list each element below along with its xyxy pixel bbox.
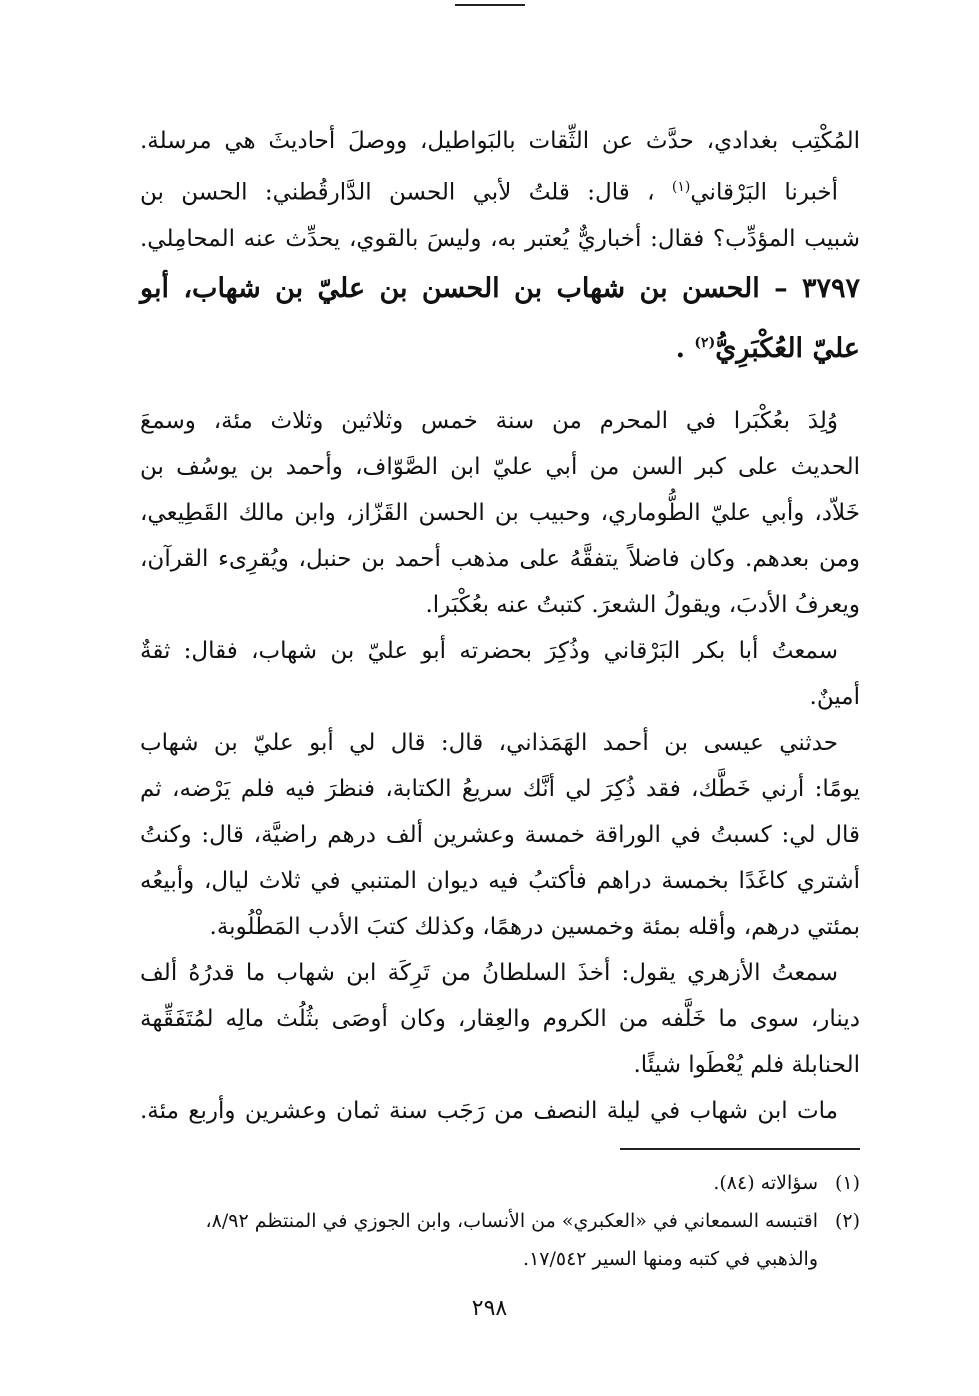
footnote-text: سؤالاته (٨٤). xyxy=(713,1171,818,1194)
body-line: ويعرفُ الأدبَ، ويقولُ الشعرَ. كتبتُ عنه بعُكْبَرا. xyxy=(425,591,860,618)
text-line-1: المُكْتِب بغدادي، حدَّث عن الثِّقات بالبَواطيل، ووصلَ أحاديثَ هي مرسلة. xyxy=(140,128,860,154)
body-line: خَلاّد، وأبي عليّ الطُّوماري، وحبيب بن الحسن القَزّاز، وابن مالك القَطِيعي، xyxy=(140,499,860,526)
body-line: أشتري كاغَدًا بخمسة دراهم فأكتبُ فيه ديوان المتنبي في ثلاث ليال، وأبيعُه xyxy=(140,867,860,894)
body-line: أمينٌ. xyxy=(809,683,860,710)
entry-heading-name: عليّ العُكْبَرِيُّ xyxy=(715,332,860,364)
entry-heading-continued xyxy=(140,316,860,376)
body-line: يومًا: أرني خَطَّك، فقد ذُكِرَ لي أنَّك سريعُ الكتابة، فنظرَ فيه فلم يَرْضه، ثم xyxy=(140,775,860,802)
footnote-marker-1: (١) xyxy=(671,179,691,195)
footnote-number: (٢) xyxy=(834,1209,860,1232)
text-segment: ، قال: قلتُ لأبي الحسن الدَّارقُطني: الحسن بن xyxy=(140,179,655,206)
body-line: وُلِدَ بعُكْبَرا في المحرم من سنة خمس وثلاثين وثلاث مئة، وسمعَ xyxy=(140,407,838,434)
top-decorative-rule xyxy=(455,4,525,6)
text-line-2 xyxy=(140,164,860,216)
text-segment: أخبرنا البَرْقاني xyxy=(690,179,838,206)
body-line: مات ابن شهاب في ليلة النصف من رَجَب سنة ثمان وعشرين وأربع مئة. xyxy=(140,1097,838,1124)
entry-heading: ٣٧٩٧ – الحسن بن شهاب بن الحسن بن عليّ بن شهاب، أبو xyxy=(140,272,860,304)
body-line: قال لي: كسبتُ في الوراقة خمسة وعشرين ألف درهم راضيَّة، قال: وكنتُ xyxy=(140,821,860,848)
page-content xyxy=(140,118,860,1278)
footnote-2 xyxy=(140,1202,860,1240)
body-line: بمئتي درهم، وأقله بمئة وخمسين درهمًا، وكذلك كتبَ الأدب المَطْلُوبة. xyxy=(209,913,860,940)
body-line: دينار، سوى ما خَلَّفه من الكروم والعِقار، وكان أوصَى بثُلُث مالِه لمُتَفَقِّهة xyxy=(140,1005,860,1032)
entry-heading-end: . xyxy=(675,332,686,364)
body-line: الحديث على كبر السن من أبي عليّ ابن الصَّوّاف، وأحمد بن يوسُف بن xyxy=(140,453,860,480)
footnote-text: اقتبسه السمعاني في «العكبري» من الأنساب، وابن الجوزي في المنتظم ٨/٩٢، xyxy=(205,1209,818,1232)
body-line: سمعتُ أبا بكر البَرْقاني وذُكِرَ بحضرته أبو عليّ بن شهاب، فقال: ثقةٌ xyxy=(140,637,838,664)
page-number: ٢٩٨ xyxy=(471,1296,508,1321)
body-line: ومن بعدهم. وكان فاضلاً يتفقَّهُ على مذهب أحمد بن حنبل، ويُقرِىء القرآن، xyxy=(140,545,860,572)
body-line: سمعتُ الأزهري يقول: أخذَ السلطانُ من تَرِكَة ابن شهاب ما قدرُهُ ألف xyxy=(140,959,838,986)
body-line: حدثني عيسى بن أحمد الهَمَذاني، قال: قال لي أبو عليّ بن شهاب xyxy=(140,729,838,756)
footnote-marker-2: (٢) xyxy=(694,334,716,351)
text-line-3: شبيب المؤدِّب؟ فقال: أخباريٌّ يُعتبر به، وليسَ بالقوي، يحدِّث عنه المحامِلي. xyxy=(140,225,860,252)
footnote-separator xyxy=(620,1148,860,1150)
spacer xyxy=(140,376,860,398)
footnote-1 xyxy=(140,1164,860,1202)
body-line: الحنابلة فلم يُعْطَوا شيئًا. xyxy=(633,1051,860,1078)
footnote-2-continued: والذهبي في كتبه ومنها السير ١٧/٥٤٢. xyxy=(523,1247,818,1270)
footnote-number: (١) xyxy=(834,1171,860,1194)
